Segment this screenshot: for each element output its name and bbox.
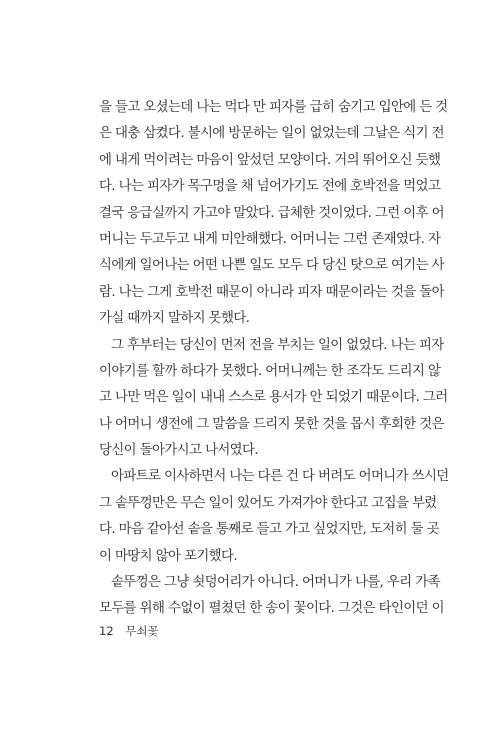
page-footer	[99, 622, 159, 640]
paragraph-start-line: 솥뚜껑은 그냥 쇳덩어리가 아니다. 어머니가 나를, 우리 가족	[111, 575, 440, 591]
text-line: 다. 마음 같아선 솥을 통째로 들고 가고 싶었지만, 도저히 둘 곳	[99, 522, 439, 538]
text-line: 그 솥뚜껑만은 무슨 일이 있어도 가져가야 한다고 고집을 부렸	[99, 495, 437, 511]
text-line: 이 마땅치 않아 포기했다.	[99, 548, 237, 564]
text-line: 결국 응급실까지 가고야 말았다. 급체한 것이었다. 그런 이후 어	[99, 205, 444, 221]
text-line: 머니는 두고두고 내게 미안해했다. 어머니는 그런 존재였다. 자	[99, 231, 441, 247]
paragraph-start-line: 아파트로 이사하면서 나는 다른 건 다 버려도 어머니가 쓰시던	[111, 469, 449, 485]
text-line: 은 대충 삼켰다. 불시에 방문하는 일이 없었는데 그날은 식기 전	[99, 126, 444, 142]
running-title: 무쇠꽃	[125, 624, 159, 638]
text-line: 을 들고 오셨는데 나는 먹다 만 피자를 급히 숨기고 입안에 든 것	[99, 100, 448, 115]
text-line: 이야기를 할까 하다가 못했다. 어머니께는 한 조각도 드리지 않	[99, 363, 441, 379]
text-line: 모두를 위해 수없이 펼쳤던 한 송이 꽃이다. 그것은 타인이던 이	[99, 601, 444, 617]
text-line: 나 어머니 생전에 그 말씀을 드리지 못한 것을 몹시 후회한 것은	[99, 416, 444, 432]
text-line: 람. 나는 그게 호박전 때문이 아니라 피자 때문이라는 것을 돌아	[99, 284, 444, 300]
paragraph-start-line: 그 후부터는 당신이 먼저 전을 부치는 일이 없었다. 나는 피자	[111, 337, 444, 353]
text-line: 에 내게 먹이려는 마음이 앞섰던 모양이다. 거의 뛰어오신 듯했	[99, 152, 441, 168]
page-number: 12	[99, 624, 114, 638]
text-line: 식에게 일어나는 어떤 나쁜 일도 모두 다 당신 탓으로 여기는 사	[99, 258, 444, 274]
text-line: 가실 때까지 말하지 못했다.	[99, 311, 250, 327]
text-line: 당신이 돌아가시고 나서였다.	[99, 443, 258, 459]
text-line: 다. 나는 피자가 목구멍을 채 넘어가기도 전에 호박전을 먹었고	[99, 179, 441, 195]
body-text	[99, 95, 449, 623]
text-line: 고 나만 먹은 일이 내내 스스로 용서가 안 되었기 때문이다. 그러	[99, 390, 448, 406]
